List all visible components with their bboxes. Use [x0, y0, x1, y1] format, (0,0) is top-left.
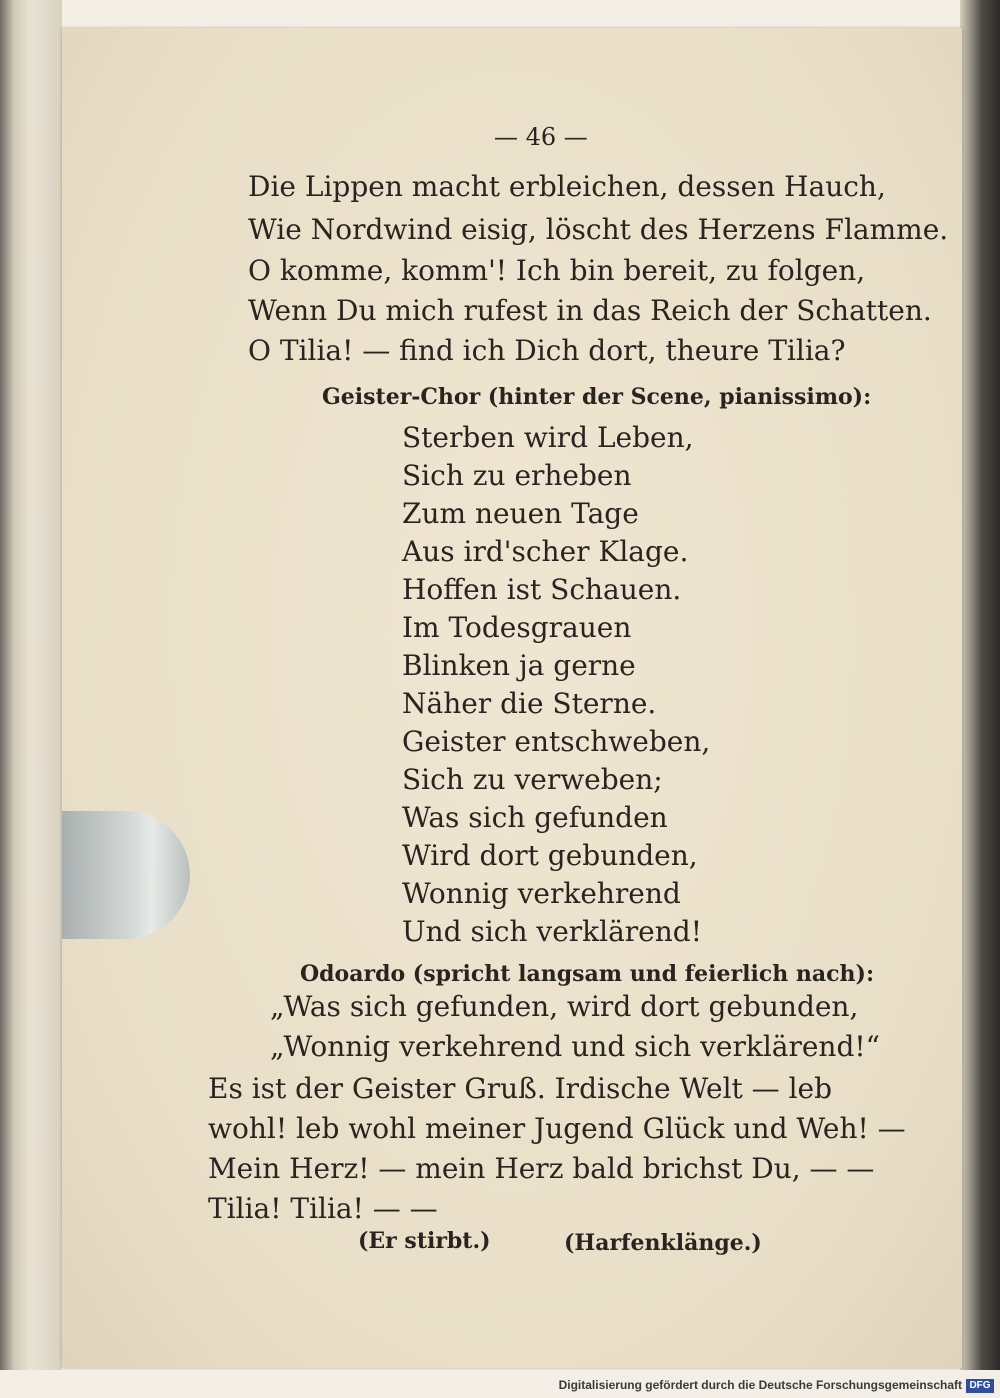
text-line: Die Lippen macht erbleichen, dessen Hauch, — [248, 170, 886, 203]
odoardo-line: Tilia! Tilia! — — — [208, 1192, 438, 1225]
odoardo-line: „Was sich gefunden, wird dort gebunden, — [270, 990, 859, 1023]
odoardo-line: wohl! leb wohl meiner Jugend Glück und Weh! — — [208, 1112, 906, 1145]
stage-direction-odoardo: Odoardo (spricht langsam und feierlich nach): — [300, 961, 875, 987]
chor-line: Sich zu erheben — [402, 459, 632, 492]
chor-line: Hoffen ist Schauen. — [402, 573, 682, 606]
chor-line: Blinken ja gerne — [402, 649, 636, 682]
odoardo-line: „Wonnig verkehrend und sich verklärend!“ — [270, 1030, 880, 1063]
dfg-logo: DFG — [966, 1379, 994, 1393]
chor-line: Zum neuen Tage — [402, 497, 639, 530]
chor-line: Im Todesgrauen — [402, 611, 632, 644]
stage-direction-chor: Geister-Chor (hinter der Scene, pianissimo): — [322, 384, 872, 410]
funding-note: Digitalisierung gefördert durch die Deutsche Forschungsgemeinschaft — [558, 1378, 962, 1392]
chor-line: Sich zu verweben; — [402, 763, 663, 796]
chor-line: Und sich verklärend! — [402, 915, 702, 948]
book-edge-left — [0, 0, 62, 1398]
footer-bar — [0, 1370, 1000, 1398]
chor-line: Wonnig verkehrend — [402, 877, 681, 910]
stage-direction-stirbt: (Er stirbt.) — [358, 1228, 491, 1254]
chor-line: Sterben wird Leben, — [402, 421, 694, 454]
odoardo-line: Mein Herz! — mein Herz bald brichst Du, — — — [208, 1152, 875, 1185]
odoardo-line: Es ist der Geister Gruß. Irdische Welt — leb — [208, 1072, 833, 1105]
stage-direction-harfe: (Harfenklänge.) — [564, 1230, 762, 1256]
chor-line: Geister entschweben, — [402, 725, 711, 758]
book-edge-right — [960, 0, 1000, 1398]
book-page — [62, 28, 962, 1368]
text-line: O komme, komm'! Ich bin bereit, zu folgen, — [248, 254, 866, 287]
page-number: — 46 — — [494, 123, 588, 151]
chor-line: Aus ird'scher Klage. — [402, 535, 689, 568]
chor-line: Wird dort gebunden, — [402, 839, 698, 872]
text-line: Wenn Du mich rufest in das Reich der Schatten. — [248, 294, 932, 327]
text-line: O Tilia! — find ich Dich dort, theure Tilia? — [248, 334, 846, 367]
chor-line: Näher die Sterne. — [402, 687, 657, 720]
page-clip — [62, 811, 190, 939]
chor-line: Was sich gefunden — [402, 801, 668, 834]
text-line: Wie Nordwind eisig, löscht des Herzens Flamme. — [248, 213, 949, 246]
